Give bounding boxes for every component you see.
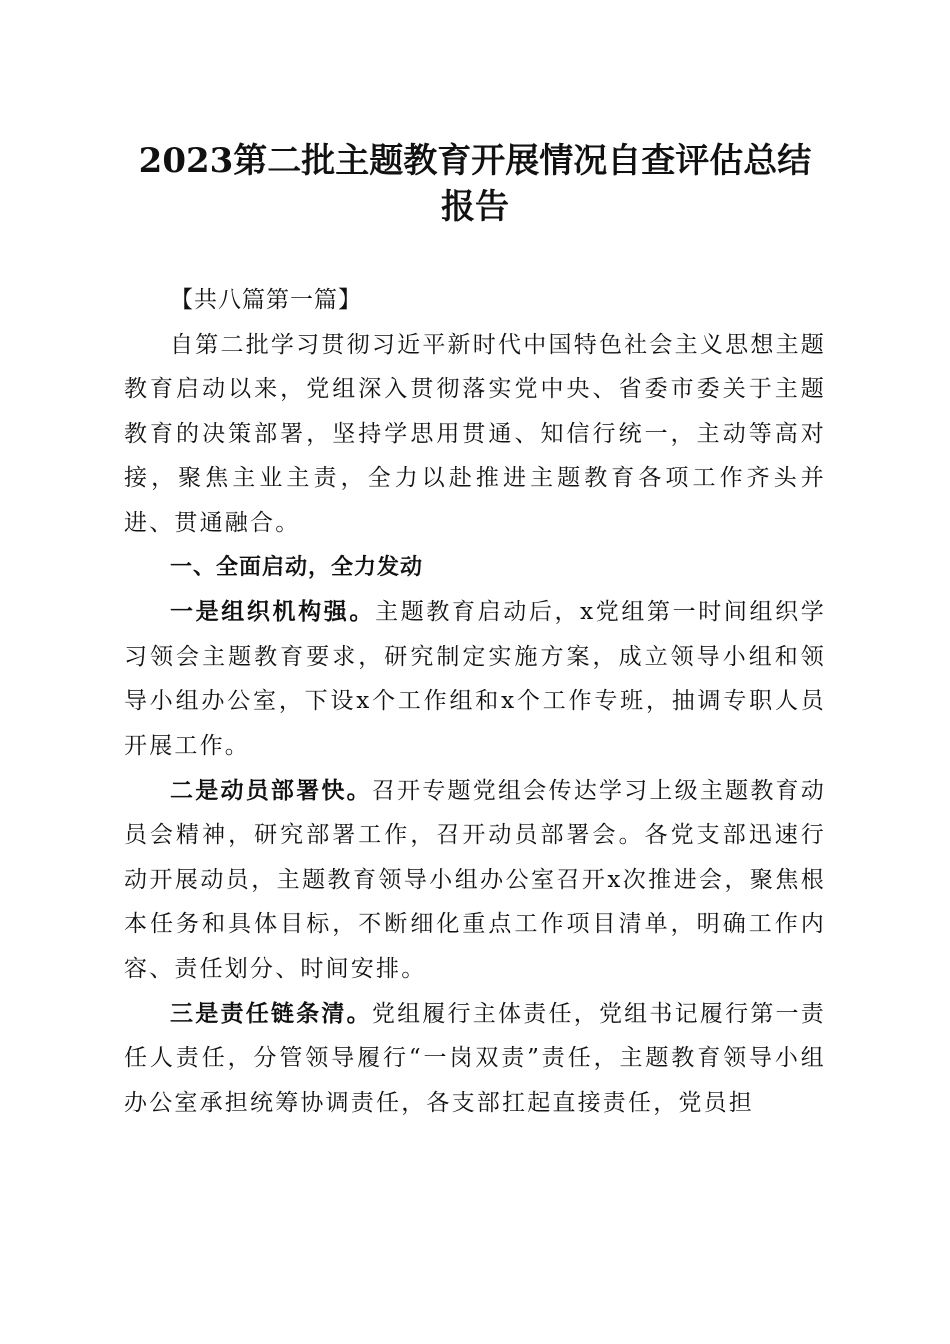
item-lead-1: 一是组织机构强。 — [170, 598, 376, 626]
item-paragraph-2 — [124, 769, 826, 992]
item-text-3: 党组履行主体责任，党组书记履行第一责任人责任，分管领导履行“一岗双责”责任，主题教育领导小组办公室承担统筹协调责任，各支部扛起直接责任，党员担 — [124, 1000, 826, 1116]
document-title — [100, 138, 850, 230]
item-text-1: 主题教育启动后，x党组第一时间组织学习领会主题教育要求，研究制定实施方案，成立领导小组和领导小组办公室，下设x个工作组和x个工作专班，抽调专职人员开展工作。 — [124, 599, 826, 759]
item-lead-3: 三是责任链条清。 — [170, 999, 372, 1027]
document-body — [124, 278, 826, 1125]
series-tag: 【共八篇第一篇】 — [170, 287, 362, 313]
intro-paragraph: 自第二批学习贯彻习近平新时代中国特色社会主义思想主题教育启动以来，党组深入贯彻落实党中央、省委市委关于主题教育的决策部署，坚持学思用贯通、知信行统一，主动等高对接，聚焦主业主责，全力以赴推进主题教育各项工作齐头并进、贯通融合。 — [124, 331, 826, 536]
item-lead-2: 二是动员部署快。 — [170, 776, 372, 804]
title-line-2: 报告 — [441, 187, 509, 227]
item-paragraph-3 — [124, 992, 826, 1126]
item-paragraph-1 — [124, 590, 826, 768]
title-line-1: 2023第二批主题教育开展情况自查评估总结 — [138, 141, 812, 181]
item-text-2: 召开专题党组会传达学习上级主题教育动员会精神，研究部署工作，召开动员部署会。各党支部迅速行动开展动员，主题教育领导小组办公室召开x次推进会，聚焦根本任务和具体目标，不断细化重点工作项目清单，明确工作内容、责任划分、时间安排。 — [124, 777, 826, 982]
section-heading: 一、全面启动，全力发动 — [170, 554, 424, 580]
